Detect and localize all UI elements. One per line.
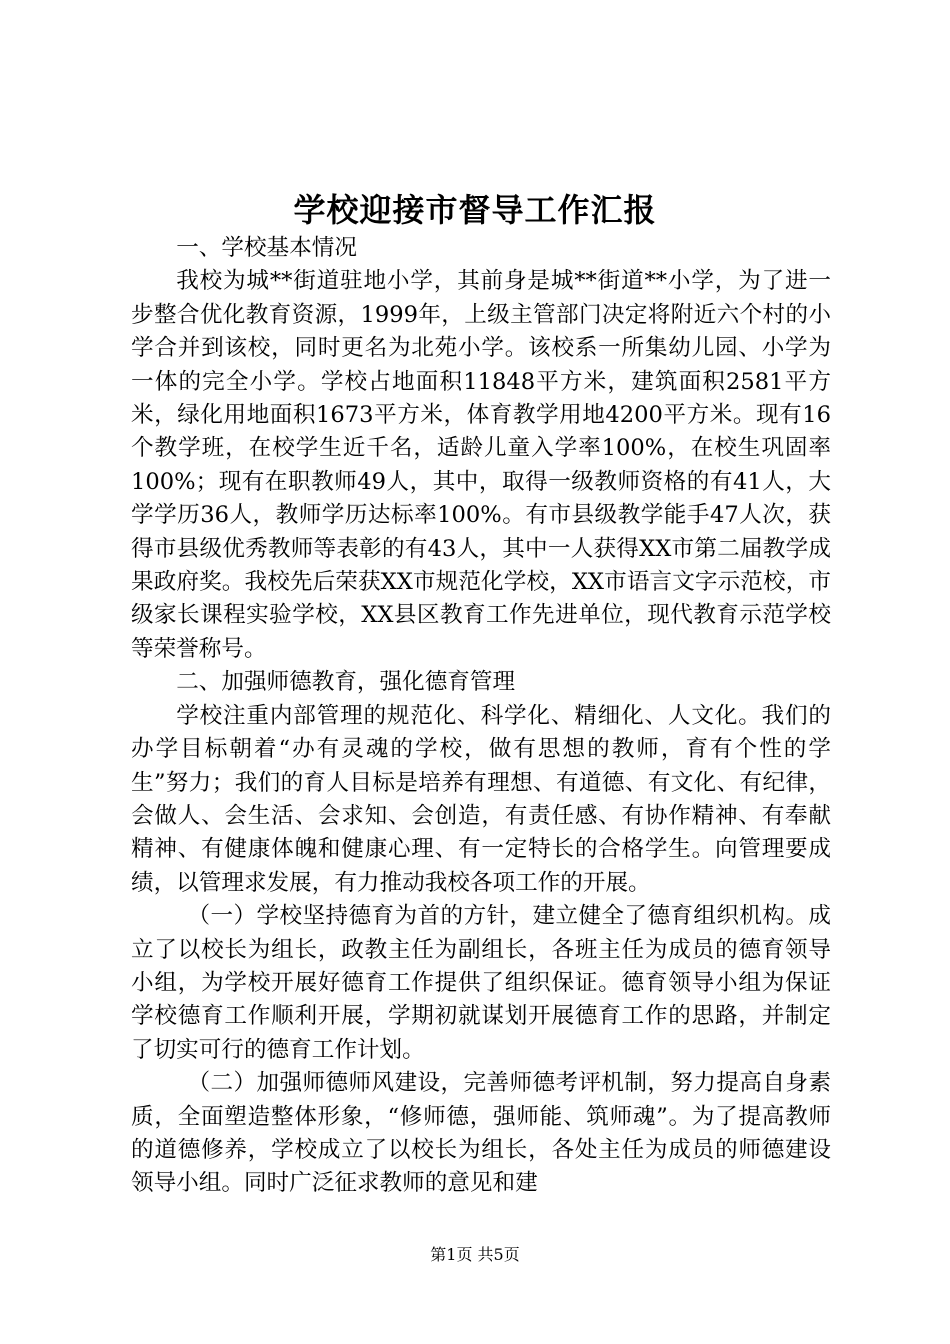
page-number: 第1页 共5页 [430,1245,520,1264]
paragraph-subsection-1: （一）学校坚持德育为首的方针，建立健全了德育组织机构。成立了以校长为组长，政教主任为副组长，各班主任为成员的德育领导小组，为学校开展好德育工作提供了组织保证。德育领导小组为保证学校德育工作顺利开展，学期初就谋划开展德育工作的思路，并制定了切实可行的德育工作计划。 [131,903,831,1063]
section-heading-ethics: 二、加强师德教育，强化德育管理 [176,669,516,696]
paragraph-subsection-2: （二）加强师德师风建设，完善师德考评机制，努力提高自身素质，全面塑造整体形象，“修师德，强师能、筑师魂”。为了提高教师的道德修养，学校成立了以校长为组长，各处主任为成员的师德建设领导小组。同时广泛征求教师的意见和建 [131,1070,831,1197]
document-title: 学校迎接市督导工作汇报 [293,191,657,229]
paragraph-management: 学校注重内部管理的规范化、科学化、精细化、人文化。我们的办学目标朝着“办有灵魂的学校，做有思想的教师，育有个性的学生”努力；我们的育人目标是培养有理想、有道德、有文化、有纪律，会做人、会生活、会求知、会创造，有责任感、有协作精神、有奉献精神、有健康体魄和健康心理、有一定特长的合格学生。向管理要成绩，以管理求发展，有力推动我校各项工作的开展。 [131,702,831,896]
section-heading-basic-info: 一、学校基本情况 [176,235,357,261]
paragraph-basic-info: 我校为城**街道驻地小学，其前身是城**街道**小学，为了进一步整合优化教育资源，1999年，上级主管部门决定将附近六个村的小学合并到该校，同时更名为北苑小学。该校系一所集幼儿园、小学为一体的完全小学。学校占地面积11848平方米，建筑面积2581平方米，绿化用地面积1673平方米，体育教学用地4200平方米。现有16个教学班，在校学生近千名，适龄儿童入学率100%，在校生巩固率100%；现有在职教师49人，其中，取得一级教师资格的有41人，大学学历36人，教师学历达标率100%。有市县级教学能手47人次，获得市县级优秀教师等表彰的有43人，其中一人获得XX市第二届教学成果政府奖。我校先后荣获XX市规范化学校，XX市语言文字示范校，市级家长课程实验学校，XX县区教育工作先进单位，现代教育示范学校等荣誉称号。 [131,268,831,662]
document-body [131,232,831,1201]
